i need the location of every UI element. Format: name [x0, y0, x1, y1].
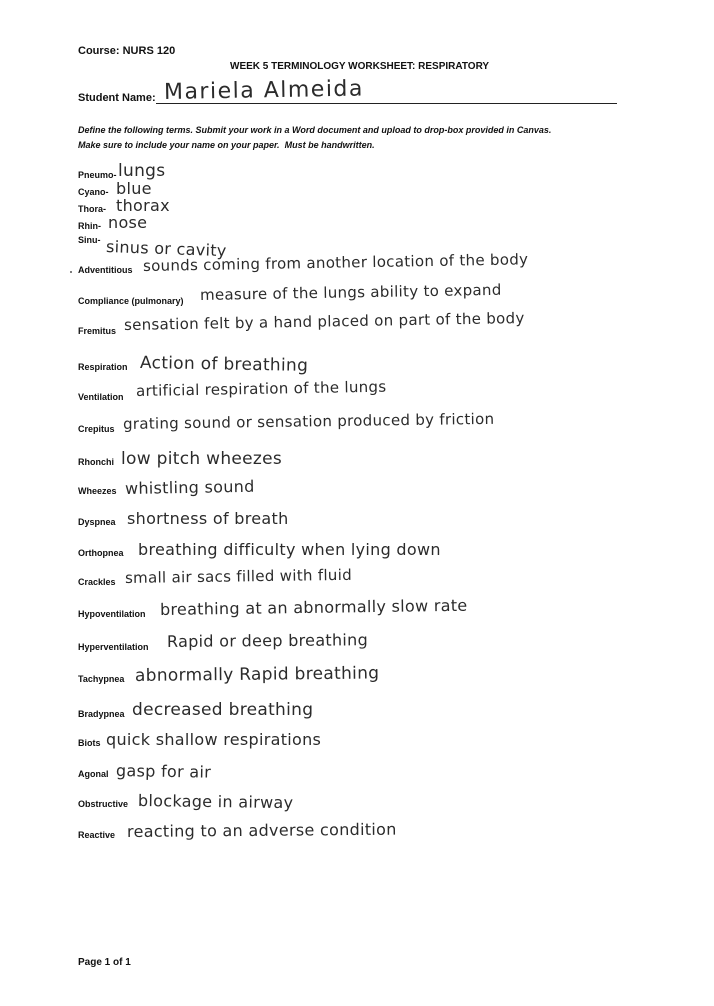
term-label: Ventilation [78, 392, 124, 402]
course-label: Course: NURS 120 [78, 45, 176, 57]
term-label: Adventitious [78, 265, 133, 275]
handwritten-definition: reacting to an adverse condition [126, 819, 397, 841]
term-label: Hypoventilation [78, 609, 146, 619]
term-label: Fremitus [78, 326, 117, 336]
handwritten-definition: lungs [118, 161, 166, 181]
term-label: Sinu- [78, 235, 101, 245]
handwritten-definition: abnormally Rapid breathing [134, 663, 380, 686]
term-label: Hyperventilation [78, 642, 149, 652]
handwritten-definition: measure of the lungs ability to expand [199, 280, 502, 304]
instructions-line-2-text: Make sure to include your name on your paper. [78, 140, 280, 150]
term-label: Tachypnea [78, 674, 125, 684]
page-number: Page 1 of 1 [78, 957, 131, 968]
handwritten-definition: breathing difficulty when lying down [138, 540, 441, 559]
term-label: Orthopnea [78, 548, 124, 558]
handwritten-definition: Rapid or deep breathing [166, 630, 369, 651]
term-label: Rhonchi [78, 457, 114, 467]
instructions-line-2-emphasis: Must be handwritten. [284, 140, 375, 150]
term-label: Dyspnea [78, 517, 116, 527]
handwritten-definition: breathing at an abnormally slow rate [159, 595, 468, 619]
handwritten-definition: sensation felt by a hand placed on part of the body [123, 309, 525, 334]
term-label: Wheezes [78, 486, 117, 496]
handwritten-definition: thorax [116, 196, 170, 215]
handwritten-definition: gasp for air [115, 761, 212, 782]
term-label: Cyano- [78, 187, 109, 197]
term-label: Agonal [78, 769, 109, 779]
handwritten-definition: low pitch wheezes [121, 449, 283, 469]
handwritten-definition: blockage in airway [137, 791, 294, 813]
handwritten-definition: shortness of breath [127, 509, 289, 528]
handwritten-definition: decreased breathing [132, 700, 314, 720]
handwritten-definition: sounds coming from another location of the body [142, 250, 529, 275]
instructions-line-2 [78, 140, 375, 150]
handwritten-definition: Action of breathing [139, 353, 309, 376]
term-label: Crepitus [78, 424, 115, 434]
term-label: Thora- [78, 204, 106, 214]
term-label: Obstructive [78, 799, 129, 809]
term-label: Biots [78, 738, 101, 748]
handwritten-definition: nose [108, 213, 148, 232]
handwritten-definition: quick shallow respirations [106, 730, 322, 749]
handwritten-definition: artificial respiration of the lungs [135, 377, 387, 400]
term-label: Crackles [78, 577, 116, 587]
student-name-label: Student Name: [78, 92, 156, 104]
handwritten-definition: sinus or cavity [105, 237, 227, 261]
handwritten-definition: grating sound or sensation produced by friction [122, 409, 495, 433]
handwritten-definition: whistling sound [124, 476, 255, 498]
term-label: Compliance (pulmonary) [78, 296, 184, 306]
term-label: Respiration [78, 362, 128, 372]
term-label: Bradypnea [78, 709, 125, 719]
term-label: Rhin- [78, 221, 101, 231]
handwritten-definition: blue [116, 179, 152, 198]
worksheet-title: WEEK 5 TERMINOLOGY WORKSHEET: RESPIRATORY [230, 61, 490, 72]
term-label: Pneumo- [78, 170, 117, 180]
instructions-line-1: Define the following terms. Submit your work in a Word document and upload to drop-box provided in Canvas. [78, 125, 552, 135]
handwritten-definition: small air sacs filled with fluid [124, 565, 353, 587]
stray-mark [70, 271, 72, 273]
student-name-handwritten: Mariela Almeida [163, 76, 365, 105]
term-label: Reactive [78, 830, 116, 840]
